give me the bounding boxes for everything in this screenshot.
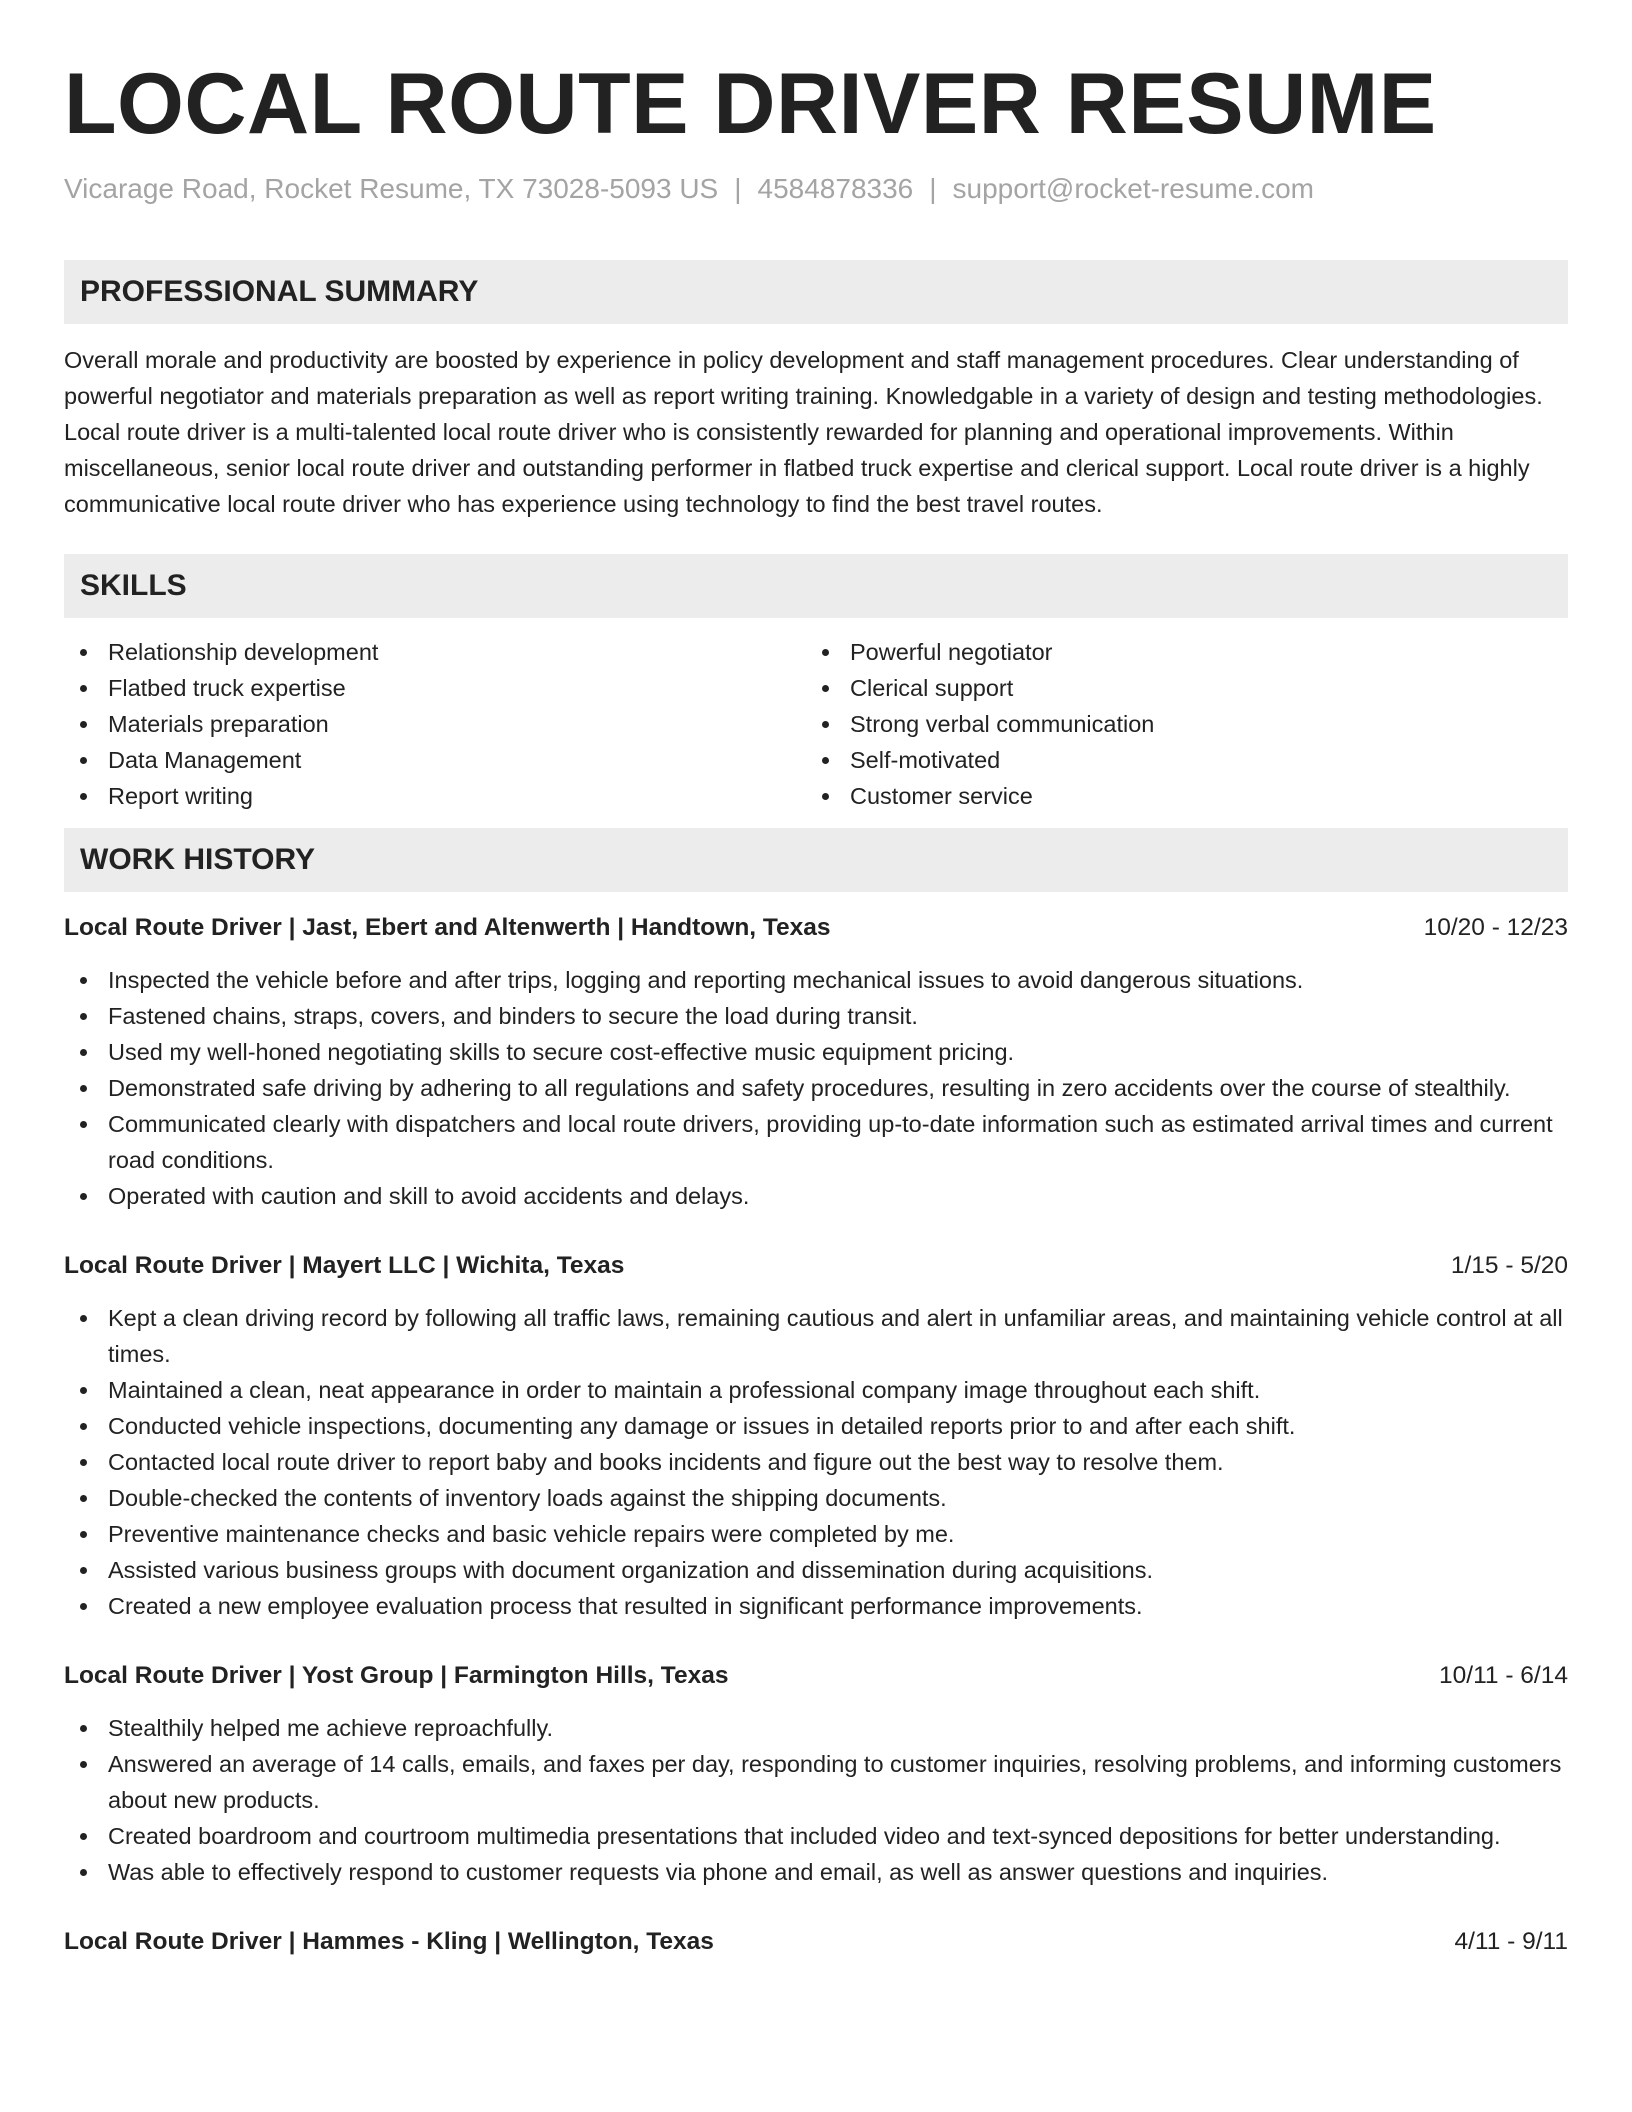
skills-column-left	[64, 634, 806, 814]
contact-email: support@rocket-resume.com	[952, 173, 1314, 204]
job-bullet: Conducted vehicle inspections, documenting any damage or issues in detailed reports prior to and after each shift.	[64, 1408, 1568, 1444]
job-bullet: Kept a clean driving record by following all traffic laws, remaining cautious and alert in unfamiliar areas, and maintaining vehicle control at all times.	[64, 1300, 1568, 1372]
skill-item: Strong verbal communication	[806, 706, 1548, 742]
skill-item: Self-motivated	[806, 742, 1548, 778]
job-bullets	[64, 1300, 1568, 1624]
job-bullet: Assisted various business groups with document organization and dissemination during acquisitions.	[64, 1552, 1568, 1588]
section-header-summary: PROFESSIONAL SUMMARY	[64, 260, 1568, 324]
skills-grid	[64, 634, 1568, 814]
contact-separator: |	[929, 173, 937, 204]
job-entry	[64, 1924, 1568, 1960]
job-bullet: Answered an average of 14 calls, emails, and faxes per day, responding to customer inquiries, resolving problems, and informing customers about new products.	[64, 1746, 1568, 1818]
job-dates: 4/11 - 9/11	[1454, 1928, 1568, 1955]
skills-column-right	[806, 634, 1548, 814]
job-bullets	[64, 962, 1568, 1214]
job-header	[64, 1658, 1568, 1694]
contact-line	[64, 170, 1568, 208]
job-title: Local Route Driver | Hammes - Kling | Wellington, Texas	[64, 1928, 714, 1955]
job-bullet: Was able to effectively respond to customer requests via phone and email, as well as answer questions and inquiries.	[64, 1854, 1568, 1890]
skill-item: Clerical support	[806, 670, 1548, 706]
job-bullet: Maintained a clean, neat appearance in order to maintain a professional company image throughout each shift.	[64, 1372, 1568, 1408]
job-bullets	[64, 1710, 1568, 1890]
summary-text: Overall morale and productivity are boosted by experience in policy development and staff management procedures. Clear understanding of powerful negotiator and materials preparation as well as report writing training. Knowledgable in a variety of design and testing methodologies. Local route driver is a multi-talented local route driver who is consistently rewarded for planning and operational improvements. Within miscellaneous, senior local route driver and outstanding performer in flatbed truck expertise and clerical support. Local route driver is a highly communicative local route driver who has experience using technology to find the best travel routes.	[64, 347, 1543, 517]
contact-phone: 4584878336	[757, 173, 914, 204]
job-bullet: Used my well-honed negotiating skills to secure cost-effective music equipment pricing.	[64, 1034, 1568, 1070]
job-bullet: Created a new employee evaluation process that resulted in significant performance improvements.	[64, 1588, 1568, 1624]
job-dates: 10/11 - 6/14	[1439, 1662, 1568, 1689]
job-title: Local Route Driver | Yost Group | Farmington Hills, Texas	[64, 1662, 729, 1689]
job-bullet: Communicated clearly with dispatchers and local route drivers, providing up-to-date information such as estimated arrival times and current road conditions.	[64, 1106, 1568, 1178]
job-bullet: Double-checked the contents of inventory loads against the shipping documents.	[64, 1480, 1568, 1516]
job-bullet: Stealthily helped me achieve reproachfully.	[64, 1710, 1568, 1746]
section-header-skills: SKILLS	[64, 554, 1568, 618]
job-entry	[64, 910, 1568, 1214]
job-header	[64, 1924, 1568, 1960]
skill-item: Customer service	[806, 778, 1548, 814]
job-entry	[64, 1248, 1568, 1624]
job-bullet: Created boardroom and courtroom multimedia presentations that included video and text-synced depositions for better understanding.	[64, 1818, 1568, 1854]
job-bullet: Demonstrated safe driving by adhering to all regulations and safety procedures, resulting in zero accidents over the course of stealthily.	[64, 1070, 1568, 1106]
job-header	[64, 910, 1568, 946]
skill-item: Powerful negotiator	[806, 634, 1548, 670]
job-title: Local Route Driver | Jast, Ebert and Altenwerth | Handtown, Texas	[64, 914, 831, 941]
skill-item: Report writing	[64, 778, 806, 814]
skill-item: Flatbed truck expertise	[64, 670, 806, 706]
skill-item: Materials preparation	[64, 706, 806, 742]
job-title: Local Route Driver | Mayert LLC | Wichita, Texas	[64, 1252, 625, 1279]
job-entry	[64, 1658, 1568, 1890]
job-bullet: Preventive maintenance checks and basic vehicle repairs were completed by me.	[64, 1516, 1568, 1552]
resume-title: LOCAL ROUTE DRIVER RESUME	[64, 56, 1437, 152]
job-bullet: Contacted local route driver to report baby and books incidents and figure out the best way to resolve them.	[64, 1444, 1568, 1480]
skill-item: Relationship development	[64, 634, 806, 670]
section-header-work-history: WORK HISTORY	[64, 828, 1568, 892]
job-bullet: Inspected the vehicle before and after trips, logging and reporting mechanical issues to avoid dangerous situations.	[64, 962, 1568, 998]
job-bullet: Operated with caution and skill to avoid accidents and delays.	[64, 1178, 1568, 1214]
skill-item: Data Management	[64, 742, 806, 778]
job-header	[64, 1248, 1568, 1284]
contact-separator: |	[734, 173, 742, 204]
contact-address: Vicarage Road, Rocket Resume, TX 73028-5093 US	[64, 173, 719, 204]
job-bullet: Fastened chains, straps, covers, and binders to secure the load during transit.	[64, 998, 1568, 1034]
job-dates: 10/20 - 12/23	[1423, 914, 1568, 941]
job-dates: 1/15 - 5/20	[1450, 1252, 1568, 1279]
